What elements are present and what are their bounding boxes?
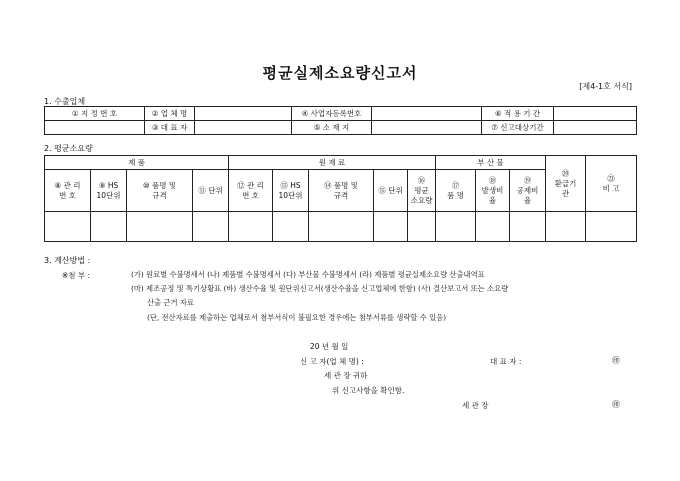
document-title: 평균실제소요량신고서 [262,64,418,82]
cell[interactable] [45,212,91,242]
exporter-table [44,106,637,135]
representative-label: 대 표 자 : [490,357,522,366]
col-product-mgmt-no: ⑧ 관 리 번 호 [45,170,91,212]
business-reg-no-value[interactable] [372,107,482,121]
cell[interactable] [408,212,436,242]
field-apply-period: ⑥ 적 용 기 간 [482,107,554,121]
date-line: 20 년 월 일 [310,342,349,351]
col-material-mgmt-no: ⑫ 관 리 번 호 [229,170,273,212]
group-product: 제 품 [45,156,229,170]
location-value[interactable] [372,121,482,135]
seal-mark: ㊞ [612,356,620,365]
col-product-hs: ⑨ HS 10단위 [91,170,127,212]
applicant-label: 신 고 자(업 체 명) : [300,357,364,366]
seal-mark-2: ㊞ [612,400,620,409]
cell[interactable] [127,212,193,242]
col-generation-rate: ⑱ 발생비 율 [476,170,510,212]
col-avg-consumption: ⑯ 평균 소요량 [408,170,436,212]
cell[interactable] [193,212,229,242]
report-period-value[interactable] [554,121,637,135]
col-byproduct-name: ⑰ 품 명 [436,170,476,212]
group-material: 원 재 료 [229,156,436,170]
field-company-name: ② 업 체 명 [145,107,195,121]
representative-value[interactable] [195,121,292,135]
cell[interactable] [546,212,586,242]
field-report-period: ⑦ 신고대상기간 [482,121,554,135]
attachment-line-2: (마) 제조공정 및 특기상황표 (바) 생산수율 및 원단위신고서(생산수율을 신고업체에 한함) (사) 결산보고서 또는 소요량 [131,284,509,293]
addressee: 세 관 장 귀하 [324,371,368,380]
col-material-name: ⑭ 품명 및 규격 [309,170,374,212]
attachment-note: (단, 전산자료를 제출하는 업체로서 첨부서식이 불필요한 경우에는 첨부서류를 생략할 수 있음) [147,313,447,322]
col-product-name: ⑩ 품명 및 규격 [127,170,193,212]
cell[interactable] [374,212,408,242]
customs-chief: 세 관 장 [462,401,489,410]
group-byproduct: 부 산 물 [436,156,546,170]
table-row [45,212,637,242]
col-remarks: ㉑ 비 고 [586,156,637,212]
col-product-unit: ⑪ 단위 [193,170,229,212]
cell[interactable] [309,212,374,242]
field-representative: ③ 대 표 자 [145,121,195,135]
apply-period-value[interactable] [554,107,637,121]
company-name-value[interactable] [195,107,292,121]
attachment-label: ※첨 부 : [62,271,91,280]
form-number: [제4-1호 서식] [579,82,632,91]
col-deduction-rate: ⑲ 공제비 율 [510,170,546,212]
attachment-line-3: 산출 근거 자료 [147,298,194,307]
field-designation-no: ① 지 정 번 호 [45,107,145,121]
consumption-table [44,155,637,242]
cell[interactable] [476,212,510,242]
section3-label: 3. 계산방법 : [44,256,91,265]
col-refund-office: ⑳ 환급기 관 [546,156,586,212]
cell[interactable] [91,212,127,242]
section1-label: 1. 수출업체 [44,97,86,106]
cell[interactable] [436,212,476,242]
col-material-unit: ⑮ 단위 [374,170,408,212]
cell[interactable] [273,212,309,242]
attachment-line-1: (가) 원료별 수불명세서 (나) 제품별 수불명세서 (다) 부산물 수불명세서 (라) 제품별 평균실제소요량 산출내역표 [131,270,485,279]
field-location: ⑤ 소 재 지 [292,121,372,135]
section2-label: 2. 평균소요량 [44,144,93,153]
col-material-hs: ⑬ HS 10단위 [273,170,309,212]
field-business-reg-no: ④ 사업자등록번호 [292,107,372,121]
designation-no-value[interactable] [45,121,145,135]
cell[interactable] [586,212,637,242]
confirmation-text: 위 신고사항을 확인함. [332,386,405,395]
cell[interactable] [229,212,273,242]
cell[interactable] [510,212,546,242]
